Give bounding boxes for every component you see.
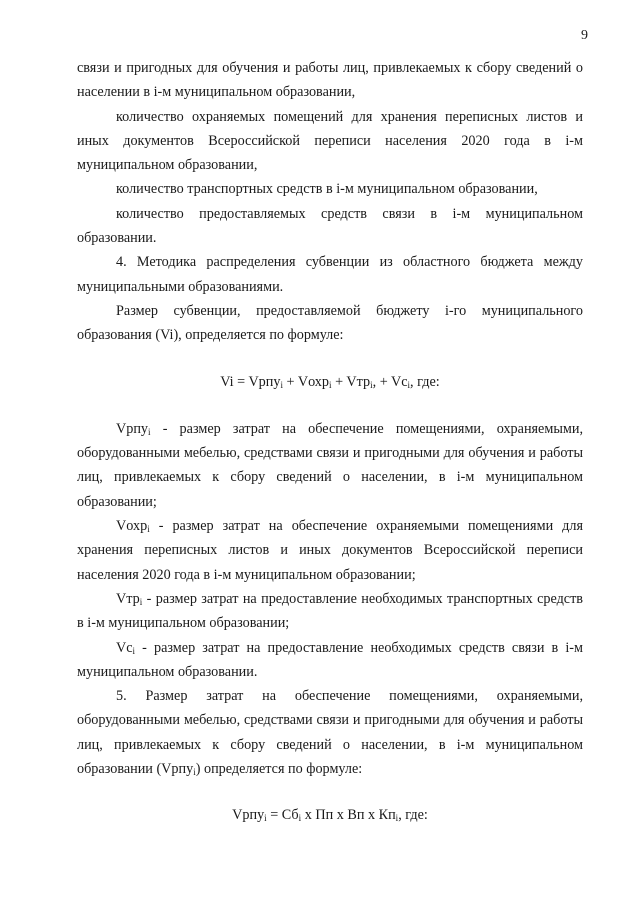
document-body xyxy=(77,56,583,851)
paragraph: количество транспортных средств в i-м муниципальном образовании, xyxy=(116,181,538,198)
paragraph: связи и пригодных для обучения и работы лиц, привлекаемых к сбору сведений о населении в i-м муниципальном образовании, xyxy=(77,60,583,101)
paragraph: $Vc_i$ - размер затрат на предоставление необходимых средств связи в i-м муниципальном образовании. xyxy=(77,639,583,680)
paragraph: количество охраняемых помещений для хранения переписных листов и иных документов Всероссийской переписи населения 2020 года в i-м муниципальном образовании, xyxy=(77,108,583,174)
paragraph: Vтр$_i$ - размер затрат на предоставление необходимых транспортных средств в i-м муниципальном образовании; xyxy=(77,590,583,632)
formula: Vрпу$_i$ = $Сб_i$ х Пп х Вп х $Кп_i$, где: xyxy=(232,807,428,824)
formula: Vi = Vрпу$_i$ + Vохр$_i$ + Vтр$_i$, + $Vc_i$, где: xyxy=(220,373,440,390)
paragraph: количество предоставляемых средств связи в i-м муниципальном образовании. xyxy=(77,205,583,247)
paragraph: Vрпу$_i$ - размер затрат на обеспечение помещениями, охраняемыми, оборудованными мебелью, средствами связи и пригодными для обучения и работы лиц, привлекаемых к сбору сведений о населении, в i-м муниципальном образовании; xyxy=(77,420,583,510)
paragraph: 5. Размер затрат на обеспечение помещениями, охраняемыми, оборудованными мебелью, средствами связи и пригодными для обучения и работы лиц, привлекаемых к сбору сведений о населении, в i-м муниципальном образовании (Vрпу$_i$) определяется по формуле: xyxy=(77,688,583,778)
paragraph: Vохр$_i$ - размер затрат на обеспечение охраняемыми помещениями для хранения переписных листов и иных документов Всероссийской переписи населения 2020 года в i-м муниципальном образовании; xyxy=(77,518,583,583)
paragraph: Размер субвенции, предоставляемой бюджету i-го муниципального образования (Vi), определяется по формуле: xyxy=(77,302,583,344)
paragraph: 4. Методика распределения субвенции из областного бюджета между муниципальными образованиями. xyxy=(77,254,583,295)
page-number: 9 xyxy=(581,28,588,43)
